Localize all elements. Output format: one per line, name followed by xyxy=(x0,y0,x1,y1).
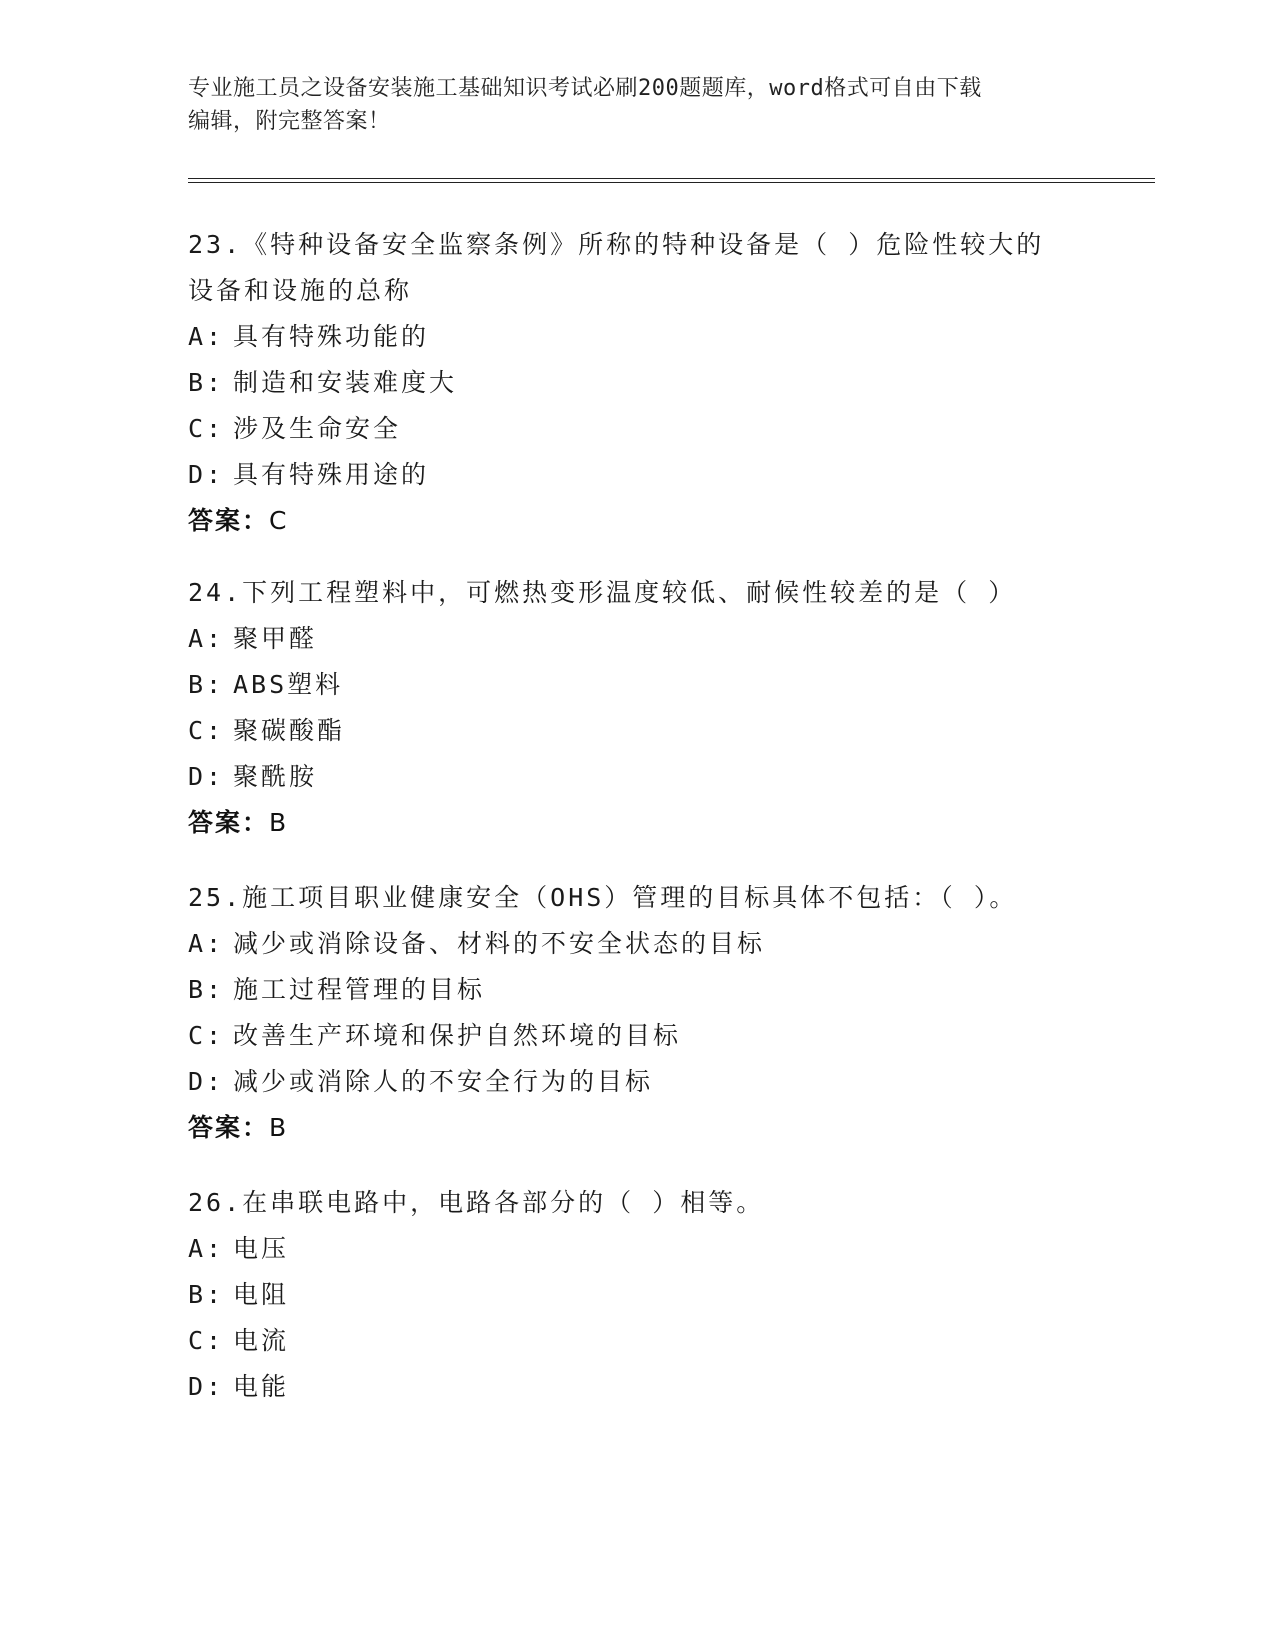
answer-label: 答案： xyxy=(188,506,270,535)
option-key: D: xyxy=(188,460,225,489)
option-key: A: xyxy=(188,929,225,958)
option-b xyxy=(188,662,1088,708)
option-a xyxy=(188,1226,1088,1272)
question-23 xyxy=(188,222,1088,544)
option-d xyxy=(188,452,1088,498)
option-text: 制造和安装难度大 xyxy=(233,368,458,397)
option-d xyxy=(188,1059,1088,1105)
option-key: C: xyxy=(188,716,225,745)
document-header xyxy=(188,72,1088,138)
answer-line xyxy=(188,498,1088,544)
option-key: A: xyxy=(188,1234,225,1263)
question-text: 26.在串联电路中，电路各部分的（ ）相等。 xyxy=(188,1188,765,1217)
question-26 xyxy=(188,1180,1088,1410)
option-c xyxy=(188,1318,1088,1364)
option-c xyxy=(188,1013,1088,1059)
option-text: 施工过程管理的目标 xyxy=(233,975,486,1004)
option-key: B: xyxy=(188,670,225,699)
option-c xyxy=(188,406,1088,452)
option-text: 电能 xyxy=(233,1372,290,1401)
option-key: C: xyxy=(188,1021,225,1050)
answer-value: C xyxy=(269,506,289,535)
option-text: 减少或消除设备、材料的不安全状态的目标 xyxy=(233,929,766,958)
option-a xyxy=(188,921,1088,967)
header-line-2: 编辑，附完整答案！ xyxy=(188,109,391,134)
option-key: D: xyxy=(188,762,225,791)
option-key: D: xyxy=(188,1372,225,1401)
option-key: A: xyxy=(188,624,225,653)
option-text: 电压 xyxy=(233,1234,290,1263)
option-text: ABS塑料 xyxy=(233,670,344,699)
header-line-1: 专业施工员之设备安装施工基础知识考试必刷200题题库，word格式可自由下载 xyxy=(188,76,982,101)
question-text: 23.《特种设备安全监察条例》所称的特种设备是（ ）危险性较大的 xyxy=(188,230,1045,259)
option-d xyxy=(188,1364,1088,1410)
answer-label: 答案： xyxy=(188,1113,270,1142)
header-divider-bottom xyxy=(188,182,1155,183)
header-divider-top xyxy=(188,178,1155,179)
option-text: 聚碳酸酯 xyxy=(233,716,346,745)
question-text-continued: 设备和设施的总称 xyxy=(188,276,413,305)
question-text: 25.施工项目职业健康安全（OHS）管理的目标具体不包括：（ ）。 xyxy=(188,883,1018,912)
option-key: D: xyxy=(188,1067,225,1096)
question-24 xyxy=(188,570,1088,846)
question-text: 24.下列工程塑料中，可燃热变形温度较低、耐候性较差的是（ ） xyxy=(188,578,1017,607)
option-text: 聚甲醛 xyxy=(233,624,318,653)
option-text: 聚酰胺 xyxy=(233,762,318,791)
option-key: B: xyxy=(188,975,225,1004)
question-25 xyxy=(188,875,1088,1151)
option-c xyxy=(188,708,1088,754)
option-a xyxy=(188,616,1088,662)
option-text: 涉及生命安全 xyxy=(233,414,402,443)
option-b xyxy=(188,1272,1088,1318)
option-key: C: xyxy=(188,414,225,443)
answer-line xyxy=(188,800,1088,846)
option-b xyxy=(188,967,1088,1013)
answer-label: 答案： xyxy=(188,808,270,837)
option-a xyxy=(188,314,1088,360)
answer-line xyxy=(188,1105,1088,1151)
option-text: 具有特殊功能的 xyxy=(233,322,430,351)
option-text: 改善生产环境和保护自然环境的目标 xyxy=(233,1021,682,1050)
answer-value: B xyxy=(269,1113,289,1142)
option-text: 电流 xyxy=(233,1326,290,1355)
option-text: 具有特殊用途的 xyxy=(233,460,430,489)
option-key: C: xyxy=(188,1326,225,1355)
option-key: B: xyxy=(188,1280,225,1309)
option-b xyxy=(188,360,1088,406)
option-key: A: xyxy=(188,322,225,351)
answer-value: B xyxy=(269,808,289,837)
option-text: 减少或消除人的不安全行为的目标 xyxy=(233,1067,654,1096)
option-key: B: xyxy=(188,368,225,397)
option-text: 电阻 xyxy=(233,1280,290,1309)
option-d xyxy=(188,754,1088,800)
